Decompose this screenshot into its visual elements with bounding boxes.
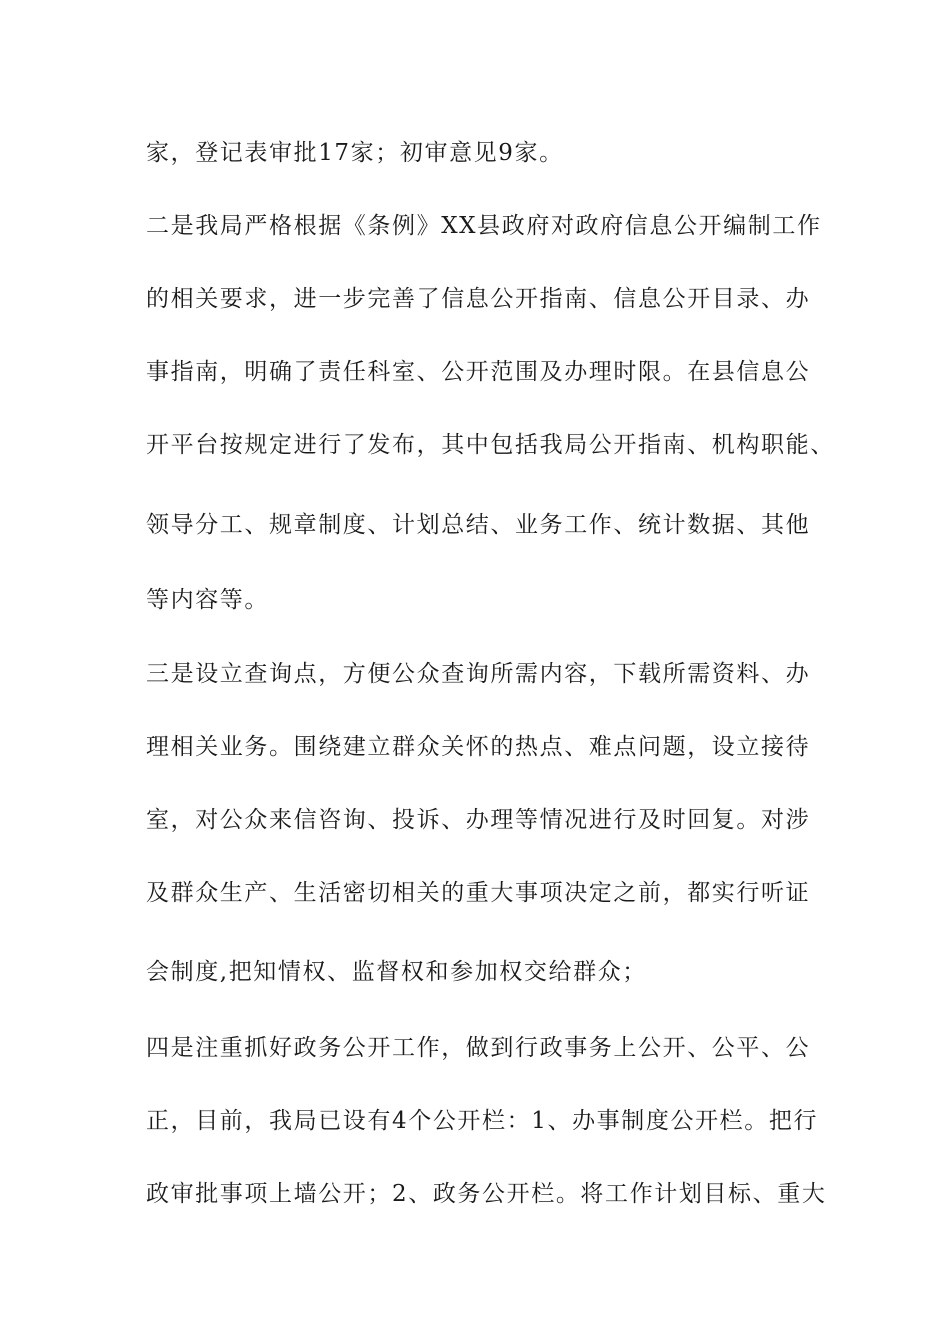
- text-line: 四是注重抓好政务公开工作，做到行政事务上公开、公平、公: [146, 1035, 811, 1061]
- text-line: 家，登记表审批17家；初审意见9家。: [146, 140, 564, 166]
- text-line: 事指南，明确了责任科室、公开范围及办理时限。在县信息公: [146, 359, 811, 385]
- text-line: 等内容等。: [146, 587, 269, 613]
- text-line: 正，目前，我局已设有4个公开栏：1、办事制度公开栏。把行: [146, 1108, 819, 1134]
- text-line: 的相关要求，进一步完善了信息公开指南、信息公开目录、办: [146, 286, 811, 312]
- text-line: 理相关业务。围绕建立群众关怀的热点、难点问题，设立接待: [146, 734, 811, 760]
- text-line: 三是设立查询点，方便公众查询所需内容，下载所需资料、办: [146, 661, 811, 687]
- text-line: 开平台按规定进行了发布，其中包括我局公开指南、机构职能、: [146, 432, 835, 458]
- text-line: 室，对公众来信咨询、投诉、办理等情况进行及时回复。对涉: [146, 807, 811, 833]
- text-line: 二是我局严格根据《条例》XX县政府对政府信息公开编制工作: [146, 213, 822, 239]
- text-line: 会制度,把知情权、监督权和参加权交给群众；: [146, 959, 647, 985]
- text-line: 及群众生产、生活密切相关的重大事项决定之前，都实行听证: [146, 880, 811, 906]
- text-line: 领导分工、规章制度、计划总结、业务工作、统计数据、其他: [146, 512, 811, 538]
- text-line: 政审批事项上墙公开；2、政务公开栏。将工作计划目标、重大: [146, 1181, 827, 1207]
